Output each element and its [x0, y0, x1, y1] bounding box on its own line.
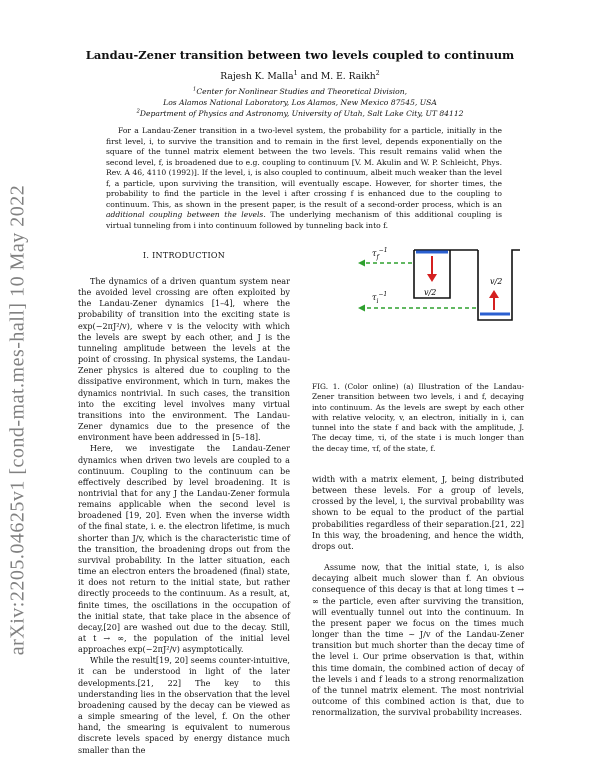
arxiv-identifier: arXiv:2205.04625v1 [cond-mat.mes-hall] 10 May 2022: [6, 184, 29, 656]
right-column: [312, 474, 524, 718]
abstract-emphasis: additional coupling between the levels.: [106, 210, 266, 220]
author-2: and M. E. Raikh: [297, 71, 376, 82]
author-2-affil-mark: 2: [375, 68, 380, 77]
affiliation-2-mark: 2: [136, 108, 140, 115]
velocity-label-left: v/2: [424, 288, 437, 297]
intro-paragraph-3: While the result[19, 20] seems counter-intuitive, it can be understood in light of the later developments.[21, 22] The key to this understanding lies in the observation that the level broadening caused by the decay can be viewed as a simple smearing of the level, f. On the other hand, the smearing is equivalent to numerous discrete levels spaced by energy distance much smaller than the: [78, 655, 290, 755]
right-paragraph-2: Assume now, that the initial state, i, is also decaying albeit much slower than f. An obvious consequence of this decay is that at long times t → ∞ the particle, even after surviving the transition, will eventually tunnel out into the continuum. In the present paper we focus on the times much longer than the time ~ J/v of the Landau-Zener transition but much shorter than the decay time of the level i. Our prime observation is that, within this time domain, the combined action of decay of the levels i and f leads to a strong renormalization of the tunnel matrix element. The most nontrivial outcome of this combined action is that, due to renormalization, the survival probability increases.: [312, 562, 524, 718]
figure-1-diagram: [354, 240, 524, 324]
tau-i-label: $\tau_i^{-1}$: [372, 291, 388, 305]
right-paragraph-1: width with a matrix element, J, being distributed between these levels. For a group of levels, crossed by the level, i, the survival probability was shown to be equal to the product of the partial probabilities regardless of their separation.[21, 22] In this way, the broadening, and hence the width, drops out.: [312, 474, 524, 551]
affiliation-2: [0, 109, 600, 118]
velocity-label-right: v/2: [490, 277, 503, 286]
abstract: [106, 126, 502, 231]
tau-f-label: $\tau_f^{-1}$: [372, 247, 388, 261]
decay-arrow-i-head: [358, 305, 365, 312]
abstract-end: The underlying mechanism of this additional coupling is virtual tunneling from i into continuum followed by tunneling back into f.: [106, 210, 502, 230]
left-column: [78, 276, 290, 756]
abstract-body: For a Landau-Zener transition in a two-level system, the probability for a particle, initially in the first level, i, to survive the transition and to remain in the first level, depends exponentially on the square of the tunnel matrix element between the two levels. This result remains valid when the second level, f, is broadened due to e.g. coupling to continuum [V. M. Akulin and W. P. Schleicht, Phys. Rev. A 46, 4110 (1992)]. If the level, i, is also coupled to continuum, albeit much weaker than the level f, a particle, upon surviving the transition, will eventually escape. However, for shorter times, the probability to find the particle in the level i after crossing f is enhanced due to the coupling to continuum. This, as shown in the present paper, is the result of a second-order process, which is an: [106, 126, 502, 209]
affiliation-1-address: Los Alamos National Laboratory, Los Alamos, New Mexico 87545, USA: [163, 98, 437, 107]
authors: [0, 68, 600, 82]
affiliation-1-mark: 1: [192, 86, 197, 93]
paper-title: Landau-Zener transition between two levels coupled to continuum: [85, 48, 515, 62]
author-1-affil-mark: 1: [293, 68, 298, 77]
author-1: Rajesh K. Malla: [220, 71, 294, 82]
figure-1: [354, 240, 524, 324]
affiliation-1: [0, 87, 600, 96]
decay-arrow-f-head: [358, 260, 365, 267]
affiliation-2-text: Department of Physics and Astronomy, University of Utah, Salt Lake City, UT 84112: [139, 109, 464, 118]
figure-1-caption: FIG. 1. (Color online) (a) Illustration of the Landau-Zener transition between two levels, i and f, decaying into continuum. As the levels are swept by each other with relative velocity, v, an electron, initially in i, can tunnel into the state f and back with the amplitude, J. The decay time, τi, of the state i is much longer than the decay time, τf, of the state, f.: [312, 382, 524, 453]
arrow-down-head: [427, 274, 437, 282]
arxiv-sidebar: [4, 140, 32, 700]
section-heading-introduction: I. INTRODUCTION: [142, 251, 226, 260]
intro-paragraph-1: The dynamics of a driven quantum system near the avoided level crossing are often exploited by the Landau-Zener dynamics [1–4], where the probability of transition into the exciting state is exp(−2πJ²/v), where v is the velocity with which the levels are swept by each other, and J is the tunneling amplitude between the levels at the point of crossing. In physical systems, the Landau-Zener physics is altered due to coupling to the dissipative environment, which in turn, makes the dynamics nontrivial. In such cases, the transition into the exciting level involves many virtual transitions into the environment. The Landau-Zener dynamics due to the presence of the environment have been addressed in [5–18].: [78, 276, 290, 443]
intro-paragraph-2: Here, we investigate the Landau-Zener dynamics when driven two levels are coupled to a continuum. Coupling to the continuum can be effectively described by level broadening. It is nontrivial that for any J the Landau-Zener formula remains applicable when the second level is broadened [19, 20]. Even when the inverse width of the final state, i. e. the electron lifetime, is much shorter than J/v, which is the characteristic time of the transition, the broadening drops out from the survival probability. In the latter situation, each time an electron enters the broadened (final) state, it does not return to the initial state, but rather directly proceeds to the continuum. As a result, at, finite times, the oscillations in the occupation of the initial state, that take place in the absence of decay,[20] are washed out due to the decay. Still, at t → ∞, the population of the initial level approaches exp(−2πJ²/v) asymptotically.: [78, 443, 290, 655]
arrow-up-head: [489, 290, 499, 298]
affiliation-1-text: Center for Nonlinear Studies and Theoretical Division,: [196, 87, 408, 96]
